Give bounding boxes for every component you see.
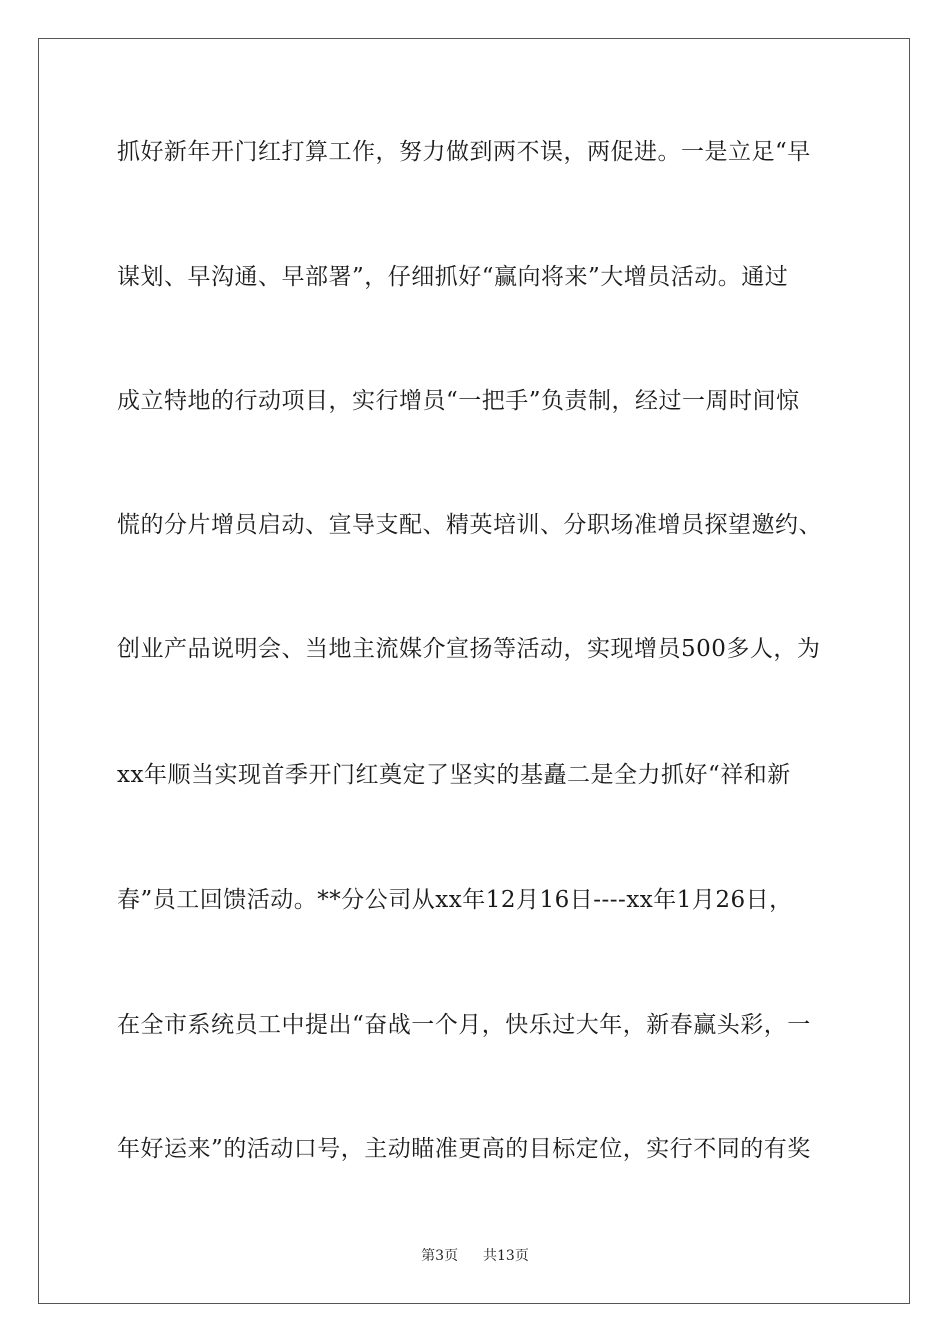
page-footer (0, 1246, 950, 1266)
text-line: 抓好新年开门红打算工作，努力做到两不误，两促进。一是立足“早 (117, 139, 811, 165)
page-border (38, 38, 910, 1304)
text-line: 慌的分片增员启动、宣导支配、精英培训、分职场准增员探望邀约、 (117, 512, 822, 538)
text-line: 谋划、早沟通、早部署”，仔细抓好“赢向将来”大增员活动。通过 (117, 264, 789, 290)
text-line: 成立特地的行动项目，实行增员“一把手”负责制，经过一周时间惊 (117, 388, 800, 414)
text-line: 春”员工回馈活动。**分公司从xx年12月16日----xx年1月26日， (117, 887, 793, 913)
text-line: xx年顺当实现首季开门红奠定了坚实的基矗二是全力抓好“祥和新 (117, 762, 791, 788)
text-line: 创业产品说明会、当地主流媒介宣扬等活动，实现增员500多人，为 (117, 636, 821, 662)
page-number: 第3页 (421, 1248, 459, 1264)
text-line: 在全市系统员工中提出“奋战一个月，快乐过大年，新春赢头彩，一 (117, 1012, 811, 1038)
page-total: 共13页 (483, 1248, 529, 1264)
text-line: 年好运来”的活动口号，主动瞄准更高的目标定位，实行不同的有奖 (117, 1136, 811, 1162)
